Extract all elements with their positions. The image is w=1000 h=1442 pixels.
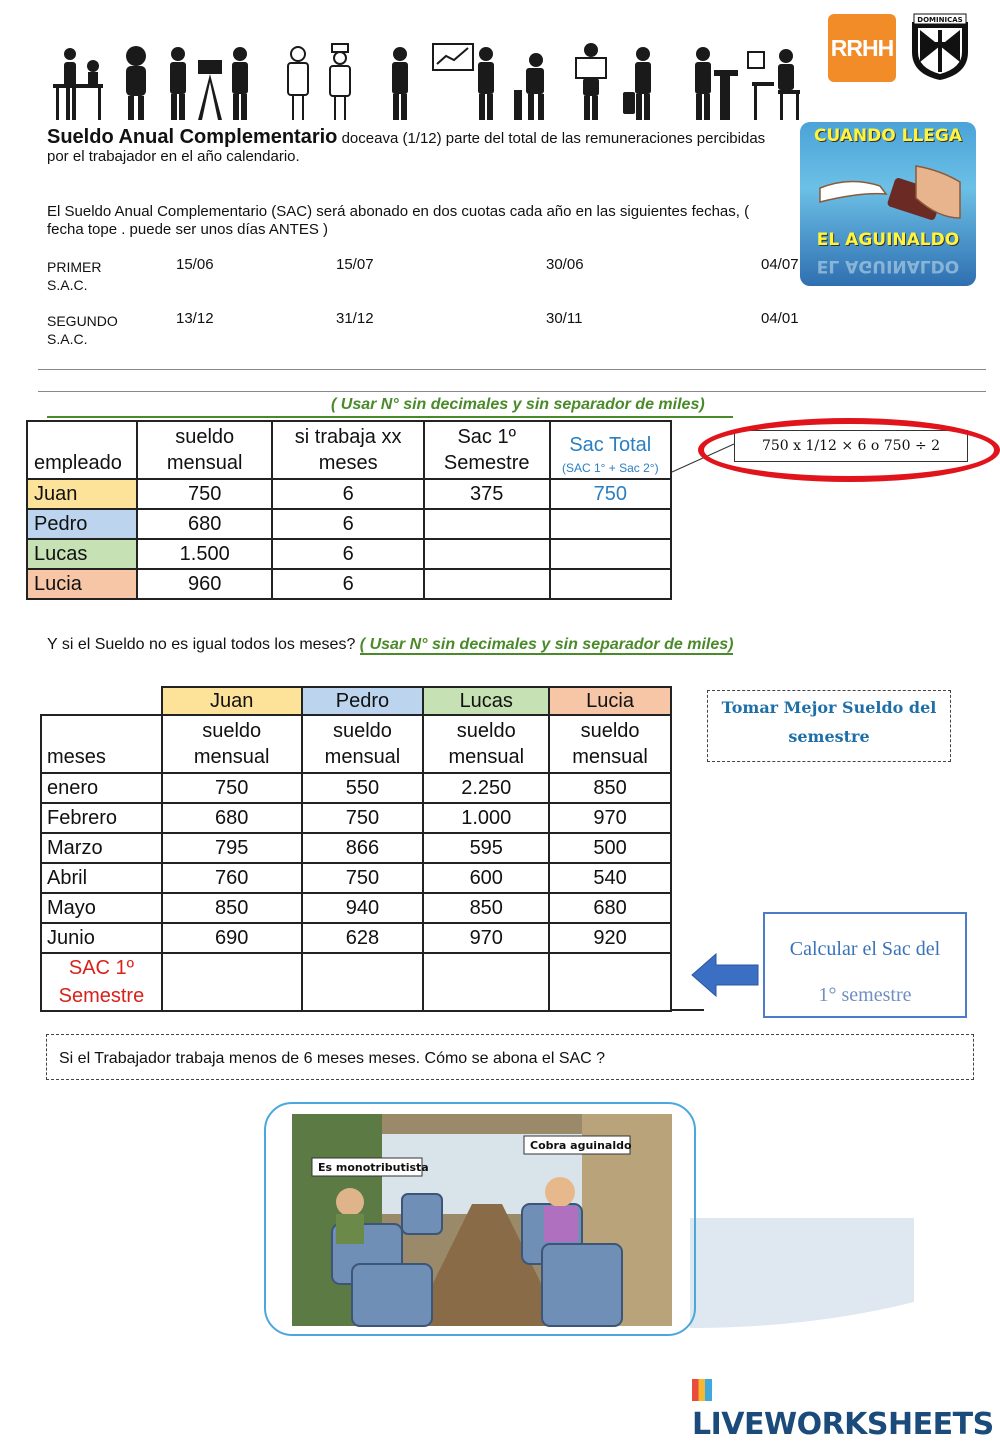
salary-cell: 628	[302, 923, 424, 953]
silhouette-reader	[576, 43, 606, 120]
liveworksheets-text: LIVEWORKSHEETS	[692, 1407, 994, 1442]
intro-definition: doceava (1/12) parte del total de las remuneraciones percibidas por el trabajador en el año calendario.	[47, 130, 766, 165]
promo-subtitle: EL AGUINALDO	[816, 230, 960, 250]
employee-header-lucas: Lucas	[423, 687, 549, 715]
liveworksheets-logo	[692, 1372, 1000, 1442]
sac-label-primer: PRIMER S.A.C.	[47, 259, 102, 293]
month-label: Marzo	[41, 833, 162, 863]
aguinaldo-promo-image	[800, 122, 976, 286]
salary-cell: 760	[162, 863, 302, 893]
table-row	[41, 893, 671, 923]
sac-input-pedro[interactable]	[302, 953, 424, 1011]
promo-title: CUANDO LLEGA	[813, 126, 962, 146]
silhouette-office-worker	[53, 48, 103, 120]
header-trabaja: si trabaja xx meses	[272, 421, 423, 479]
table-row	[41, 773, 671, 803]
silhouette-astronaut	[126, 46, 146, 120]
hands-wallet-illustration	[820, 158, 960, 228]
calc-line2: 1° semestre	[818, 984, 912, 1006]
sac-input-juan[interactable]	[162, 953, 302, 1011]
payment-paragraph: El Sueldo Anual Complementario (SAC) será abonado en dos cuotas cada año en las siguientes fechas, ( fecha tope . puede ser unos días ANTES )	[47, 203, 750, 238]
salary-cell: 970	[423, 923, 549, 953]
cell-sac-total-input[interactable]	[550, 539, 671, 569]
sac-date: 31/12	[336, 310, 374, 327]
month-label: Abril	[41, 863, 162, 893]
cell-sac1[interactable]: 375	[424, 479, 550, 509]
salary-cell: 550	[302, 773, 424, 803]
salary-cell: 1.000	[423, 803, 549, 833]
sac-label-segundo: SEGUNDO S.A.C.	[47, 313, 118, 347]
question-text: Y si el Sueldo no es igual todos los meses?	[47, 636, 356, 653]
silhouette-chef	[330, 44, 350, 120]
salary-cell: 850	[162, 893, 302, 923]
header-sueldo: sueldo mensual	[549, 715, 671, 773]
sac-input-lucas[interactable]	[423, 953, 549, 1011]
silhouette-presenter	[433, 44, 494, 120]
silhouette-businessman	[170, 47, 186, 120]
sac-table-employees	[26, 420, 672, 600]
promo-reflection: EL AGUINALDO	[816, 256, 960, 276]
salary-cell: 750	[302, 863, 424, 893]
salary-cell: 500	[549, 833, 671, 863]
month-label: Mayo	[41, 893, 162, 923]
header-sueldo: sueldo mensual	[423, 715, 549, 773]
shield-text: DOMINICAS	[917, 16, 963, 24]
salary-cell: 850	[423, 893, 549, 923]
cell-meses: 6	[272, 569, 423, 599]
table-row	[27, 509, 671, 539]
salary-cell: 795	[162, 833, 302, 863]
sac-semestre-label: SAC 1º Semestre	[41, 953, 162, 1011]
employee-name: Juan	[27, 479, 137, 509]
cell-sueldo: 960	[137, 569, 273, 599]
sac-date: 30/06	[546, 256, 584, 273]
salary-cell: 866	[302, 833, 424, 863]
table-row-sac	[41, 953, 671, 1011]
intro-paragraph	[47, 128, 787, 166]
salary-cell: 690	[162, 923, 302, 953]
header-sac-total-sub: (SAC 1° + Sac 2°)	[561, 461, 659, 475]
sac-date: 15/06	[176, 256, 214, 273]
cell-sueldo: 680	[137, 509, 273, 539]
sac-input-lucia[interactable]	[549, 953, 671, 1011]
silhouette-businessman-2	[392, 47, 408, 120]
table-row	[27, 569, 671, 599]
comic-label-right: Cobra aguinaldo	[530, 1139, 632, 1152]
silhouette-mechanic	[514, 53, 544, 120]
employee-name: Pedro	[27, 509, 137, 539]
header-sac-total	[550, 421, 671, 479]
cell-sac-total-input[interactable]	[550, 569, 671, 599]
employee-header-juan: Juan	[162, 687, 302, 715]
table-row	[41, 833, 671, 863]
monthly-salary-table	[40, 686, 672, 1012]
cell-sac1-input[interactable]	[424, 569, 550, 599]
employee-name: Lucia	[27, 569, 137, 599]
cell-meses: 6	[272, 539, 423, 569]
cell-meses: 6	[272, 479, 423, 509]
sac-date: 04/07	[761, 256, 799, 273]
red-highlight-ellipse	[698, 418, 1000, 482]
rrhh-logo: RRHH	[828, 14, 896, 82]
arrow-left-icon	[692, 952, 760, 998]
liveworksheets-icon	[692, 1379, 712, 1401]
calcular-sac-box	[763, 912, 967, 1018]
salary-cell: 600	[423, 863, 549, 893]
salary-cell: 920	[549, 923, 671, 953]
header-sac1: Sac 1º Semestre	[424, 421, 550, 479]
table-row	[27, 539, 671, 569]
table-row	[41, 863, 671, 893]
salary-cell: 750	[162, 773, 302, 803]
table-row	[41, 923, 671, 953]
salary-cell: 850	[549, 773, 671, 803]
table-row	[41, 803, 671, 833]
silhouette-speaker	[695, 47, 738, 120]
salary-cell: 2.250	[423, 773, 549, 803]
silhouette-doctor	[288, 47, 308, 120]
silhouette-student-desk	[748, 49, 800, 120]
question-variable-salary	[47, 636, 733, 654]
worker-silhouettes-banner	[48, 42, 810, 122]
divider	[38, 391, 986, 392]
calc-line1: Calcular el Sac del	[789, 938, 941, 960]
image-shadow	[690, 1218, 914, 1328]
salary-cell: 750	[302, 803, 424, 833]
salary-cell: 680	[162, 803, 302, 833]
table-extension-line	[670, 1009, 704, 1011]
employee-header-lucia: Lucia	[549, 687, 671, 715]
header-sueldo: sueldo mensual	[302, 715, 424, 773]
instruction-note: ( Usar N° sin decimales y sin separador de miles)	[359, 636, 734, 653]
question-less-than-6-months: Si el Trabajador trabaja menos de 6 meses meses. Cómo se abona el SAC ?	[46, 1034, 974, 1080]
silhouette-camera-operator	[198, 47, 248, 120]
dominicas-shield-logo	[908, 12, 972, 82]
silhouette-traveler	[623, 47, 651, 120]
formula-box: 750 x 1/12 × 6 o 750 ÷ 2	[734, 430, 968, 462]
cell-meses: 6	[272, 509, 423, 539]
month-label: enero	[41, 773, 162, 803]
cell-sac1-input[interactable]	[424, 509, 550, 539]
tomar-mejor-sueldo-note: Tomar Mejor Sueldo del semestre	[707, 690, 951, 762]
salary-cell: 595	[423, 833, 549, 863]
cell-sueldo: 750	[137, 479, 273, 509]
salary-cell: 680	[549, 893, 671, 923]
note-underline	[47, 416, 733, 418]
cell-sac-total[interactable]: 750	[550, 479, 671, 509]
salary-cell: 540	[549, 863, 671, 893]
table-corner	[41, 687, 162, 715]
comic-label-left: Es monotributista	[318, 1161, 429, 1174]
header-sueldo: sueldo mensual	[162, 715, 302, 773]
cell-sueldo: 1.500	[137, 539, 273, 569]
sac-date: 13/12	[176, 310, 214, 327]
header-sac-total-label: Sac Total	[569, 434, 652, 456]
month-label: Febrero	[41, 803, 162, 833]
salary-cell: 940	[302, 893, 424, 923]
month-label: Junio	[41, 923, 162, 953]
salary-cell: 970	[549, 803, 671, 833]
table-row	[27, 479, 671, 509]
header-sueldo: sueldo mensual	[137, 421, 273, 479]
employee-header-pedro: Pedro	[302, 687, 424, 715]
cell-sac-total-input[interactable]	[550, 509, 671, 539]
sac-date: 04/01	[761, 310, 799, 327]
employee-name: Lucas	[27, 539, 137, 569]
cell-sac1-input[interactable]	[424, 539, 550, 569]
page-title: Sueldo Anual Complementario	[47, 126, 338, 148]
bus-comic-illustration	[292, 1114, 672, 1326]
divider	[38, 369, 986, 370]
sac-date: 30/11	[546, 310, 583, 327]
sac-date: 15/07	[336, 256, 374, 273]
instruction-note: ( Usar N° sin decimales y sin separador de miles)	[331, 396, 705, 413]
header-meses: meses	[41, 715, 162, 773]
header-empleado: empleado	[27, 421, 137, 479]
